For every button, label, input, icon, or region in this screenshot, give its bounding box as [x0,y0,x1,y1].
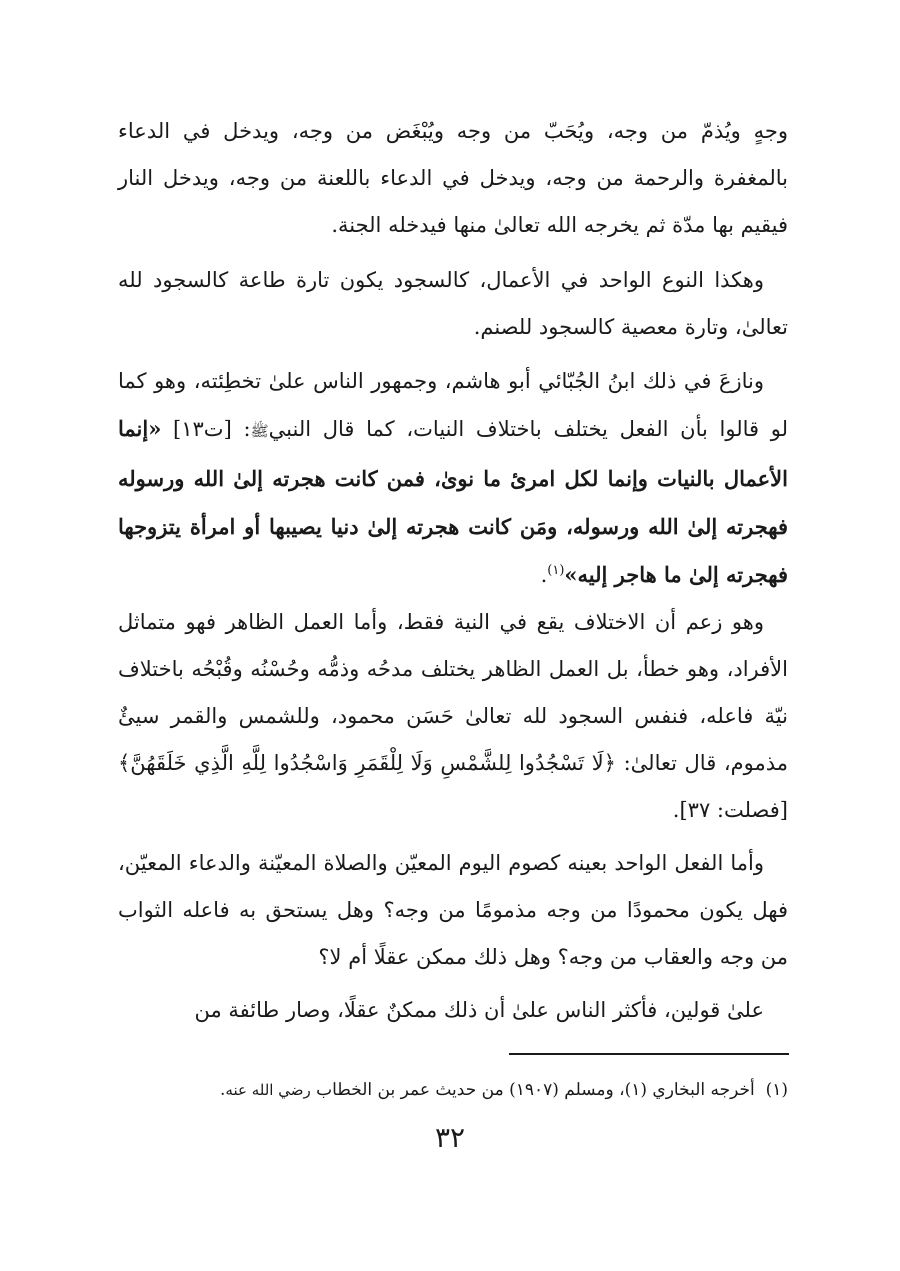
footnote-number: (١) [765,1080,788,1100]
quran-citation: [فصلت: ٣٧]. [672,798,788,822]
paragraph-6-text: علىٰ قولين، فأكثر الناس علىٰ أن ذلك ممكنٌ عقلًا، وصار طائفة من [194,998,764,1022]
paragraph-3 [118,358,788,599]
footnote-marker: (١) [547,563,565,578]
paragraph-5-text: وأما الفعل الواحد بعينه كصوم اليوم المعيّن والصلاة المعيّنة والدعاء المعيّن، فهل يكون محمودًا من وجه مذمومًا من وجه؟ وهل يستحق به فاعله الثواب من وجه والعقاب من وجه؟ وهل ذلك ممكن عقلًا أم لا؟ [118,851,788,969]
paragraph-5 [118,840,788,981]
paragraph-6 [118,987,788,1034]
footnote-text: أخرجه البخاري (١)، ومسلم (١٩٠٧) من حديث عمر بن الخطاب [316,1080,755,1100]
paragraph-2-text: وهكذا النوع الواحد في الأعمال، كالسجود يكون تارة طاعة كالسجود لله تعالىٰ، وتارة معصية كالسجود للصنم. [118,268,788,339]
paragraph-1 [118,108,788,249]
paragraph-4 [118,599,788,834]
paragraph-3-end: . [540,563,548,587]
hadith-quote: «إنما الأعمال بالنيات وإنما لكل امرئ ما نوىٰ، فمن كانت هجرته إلىٰ الله ورسوله فهجرته إلىٰ الله ورسوله، ومَن كانت هجرته إلىٰ دنيا يصيبها أو امرأة يتزوجها فهجرته إلىٰ ما هاجر إليه» [118,416,788,587]
paragraph-2 [118,257,788,351]
hadith-reference: : [ت١٣] [161,417,251,441]
paragraph-3-text: ونازعَ في ذلك ابنُ الجُبّائي أبو هاشم، وجمهور الناس علىٰ تخطِئته، وهو كما لو قالوا بأن الفعل يختلف باختلاف النيات، كما قال النبي [118,369,788,441]
page-number: ٣٢ [434,1121,466,1154]
footnote-divider [509,1053,789,1055]
paragraph-4-text: وهو زعم أن الاختلاف يقع في النية فقط، وأما العمل الظاهر فهو متماثل الأفراد، وهو خطأ، بل العمل الظاهر يختلف مدحُه وذمُّه وحُسْنُه وقُبْحُه باختلاف نيّة فاعله، فنفس السجود لله تعالىٰ حَسَن محمود، وللشمس والقمر سيئٌ مذموم، قال تعالىٰ: [118,610,788,775]
footnote-honorific: رضي الله عنه [225,1081,311,1099]
footnote [118,1075,788,1105]
prophet-honorific: ﷺ [250,422,269,440]
footnote-end: . [220,1080,226,1100]
quran-verse: ﴿لَا تَسْجُدُوا لِلشَّمْسِ وَلَا لِلْقَمَرِ وَاسْجُدُوا لِلَّهِ الَّذِي خَلَقَهُنَّ﴾ [118,751,616,775]
paragraph-1-text: وجهٍ ويُذمّ من وجه، ويُحَبّ من وجه ويُبْغَض من وجه، ويدخل في الدعاء بالمغفرة والرحمة من وجه، ويدخل في الدعاء باللعنة من وجه، ويدخل النار فيقيم بها مدّة ثم يخرجه الله تعالىٰ منها فيدخله الجنة. [118,119,788,237]
